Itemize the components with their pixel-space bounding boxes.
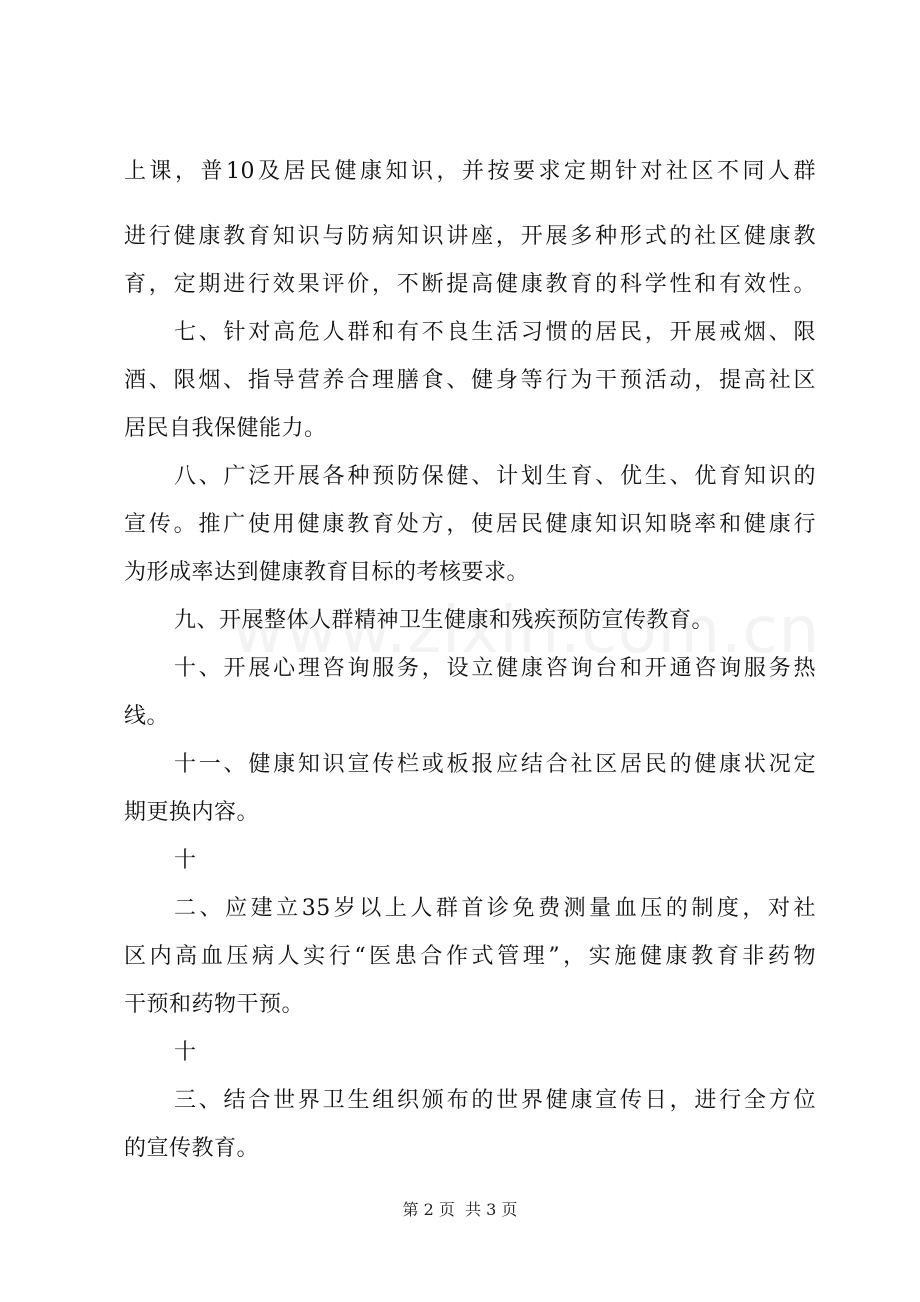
text-line: 三、结合世界卫生组织颁布的世界健康宣传日，进行全方位 <box>174 1088 816 1113</box>
text-line: 八、广泛开展各种预防保健、计划生育、优生、优育知识的 <box>174 464 816 489</box>
text-line: 十 <box>174 848 197 873</box>
text-line: 进行健康教育知识与防病知识讲座，开展多种形式的社区健康教 <box>124 224 816 249</box>
text-line: 二、应建立35岁以上人群首诊免费测量血压的制度，对社 <box>174 896 816 921</box>
page-number-footer: 第 2 页 共 3 页 <box>402 1200 518 1219</box>
text-line: 线。 <box>124 704 170 729</box>
text-line: 宣传。推广使用健康教育处方，使居民健康知识知晓率和健康行 <box>124 512 816 537</box>
text-line: 期更换内容。 <box>124 800 260 825</box>
text-line: 十 <box>174 1040 197 1065</box>
text-line: 区内高血压病人实行“医患合作式管理”，实施健康教育非药物 <box>124 944 816 969</box>
text-line: 酒、限烟、指导营养合理膳食、健身等行为干预活动，提高社区 <box>124 368 816 393</box>
text-line: 十、开展心理咨询服务，设立健康咨询台和开通咨询服务热 <box>174 656 816 681</box>
text-line: 九、开展整体人群精神卫生健康和残疾预防宣传教育。 <box>174 608 715 633</box>
text-line: 的宣传教育。 <box>124 1136 260 1161</box>
text-line: 居民自我保健能力。 <box>124 416 327 441</box>
text-line: 干预和药物干预。 <box>124 992 305 1017</box>
text-line: 上课，普10及居民健康知识，并按要求定期针对社区不同人群 <box>124 159 816 184</box>
text-line: 为形成率达到健康教育目标的考核要求。 <box>124 560 530 585</box>
text-line: 十一、健康知识宣传栏或板报应结合社区居民的健康状况定 <box>174 752 816 777</box>
text-line: 育，定期进行效果评价，不断提高健康教育的科学性和有效性。 <box>124 272 816 297</box>
watermark <box>232 596 820 666</box>
text-line: 七、针对高危人群和有不良生活习惯的居民，开展戒烟、限 <box>174 320 816 345</box>
